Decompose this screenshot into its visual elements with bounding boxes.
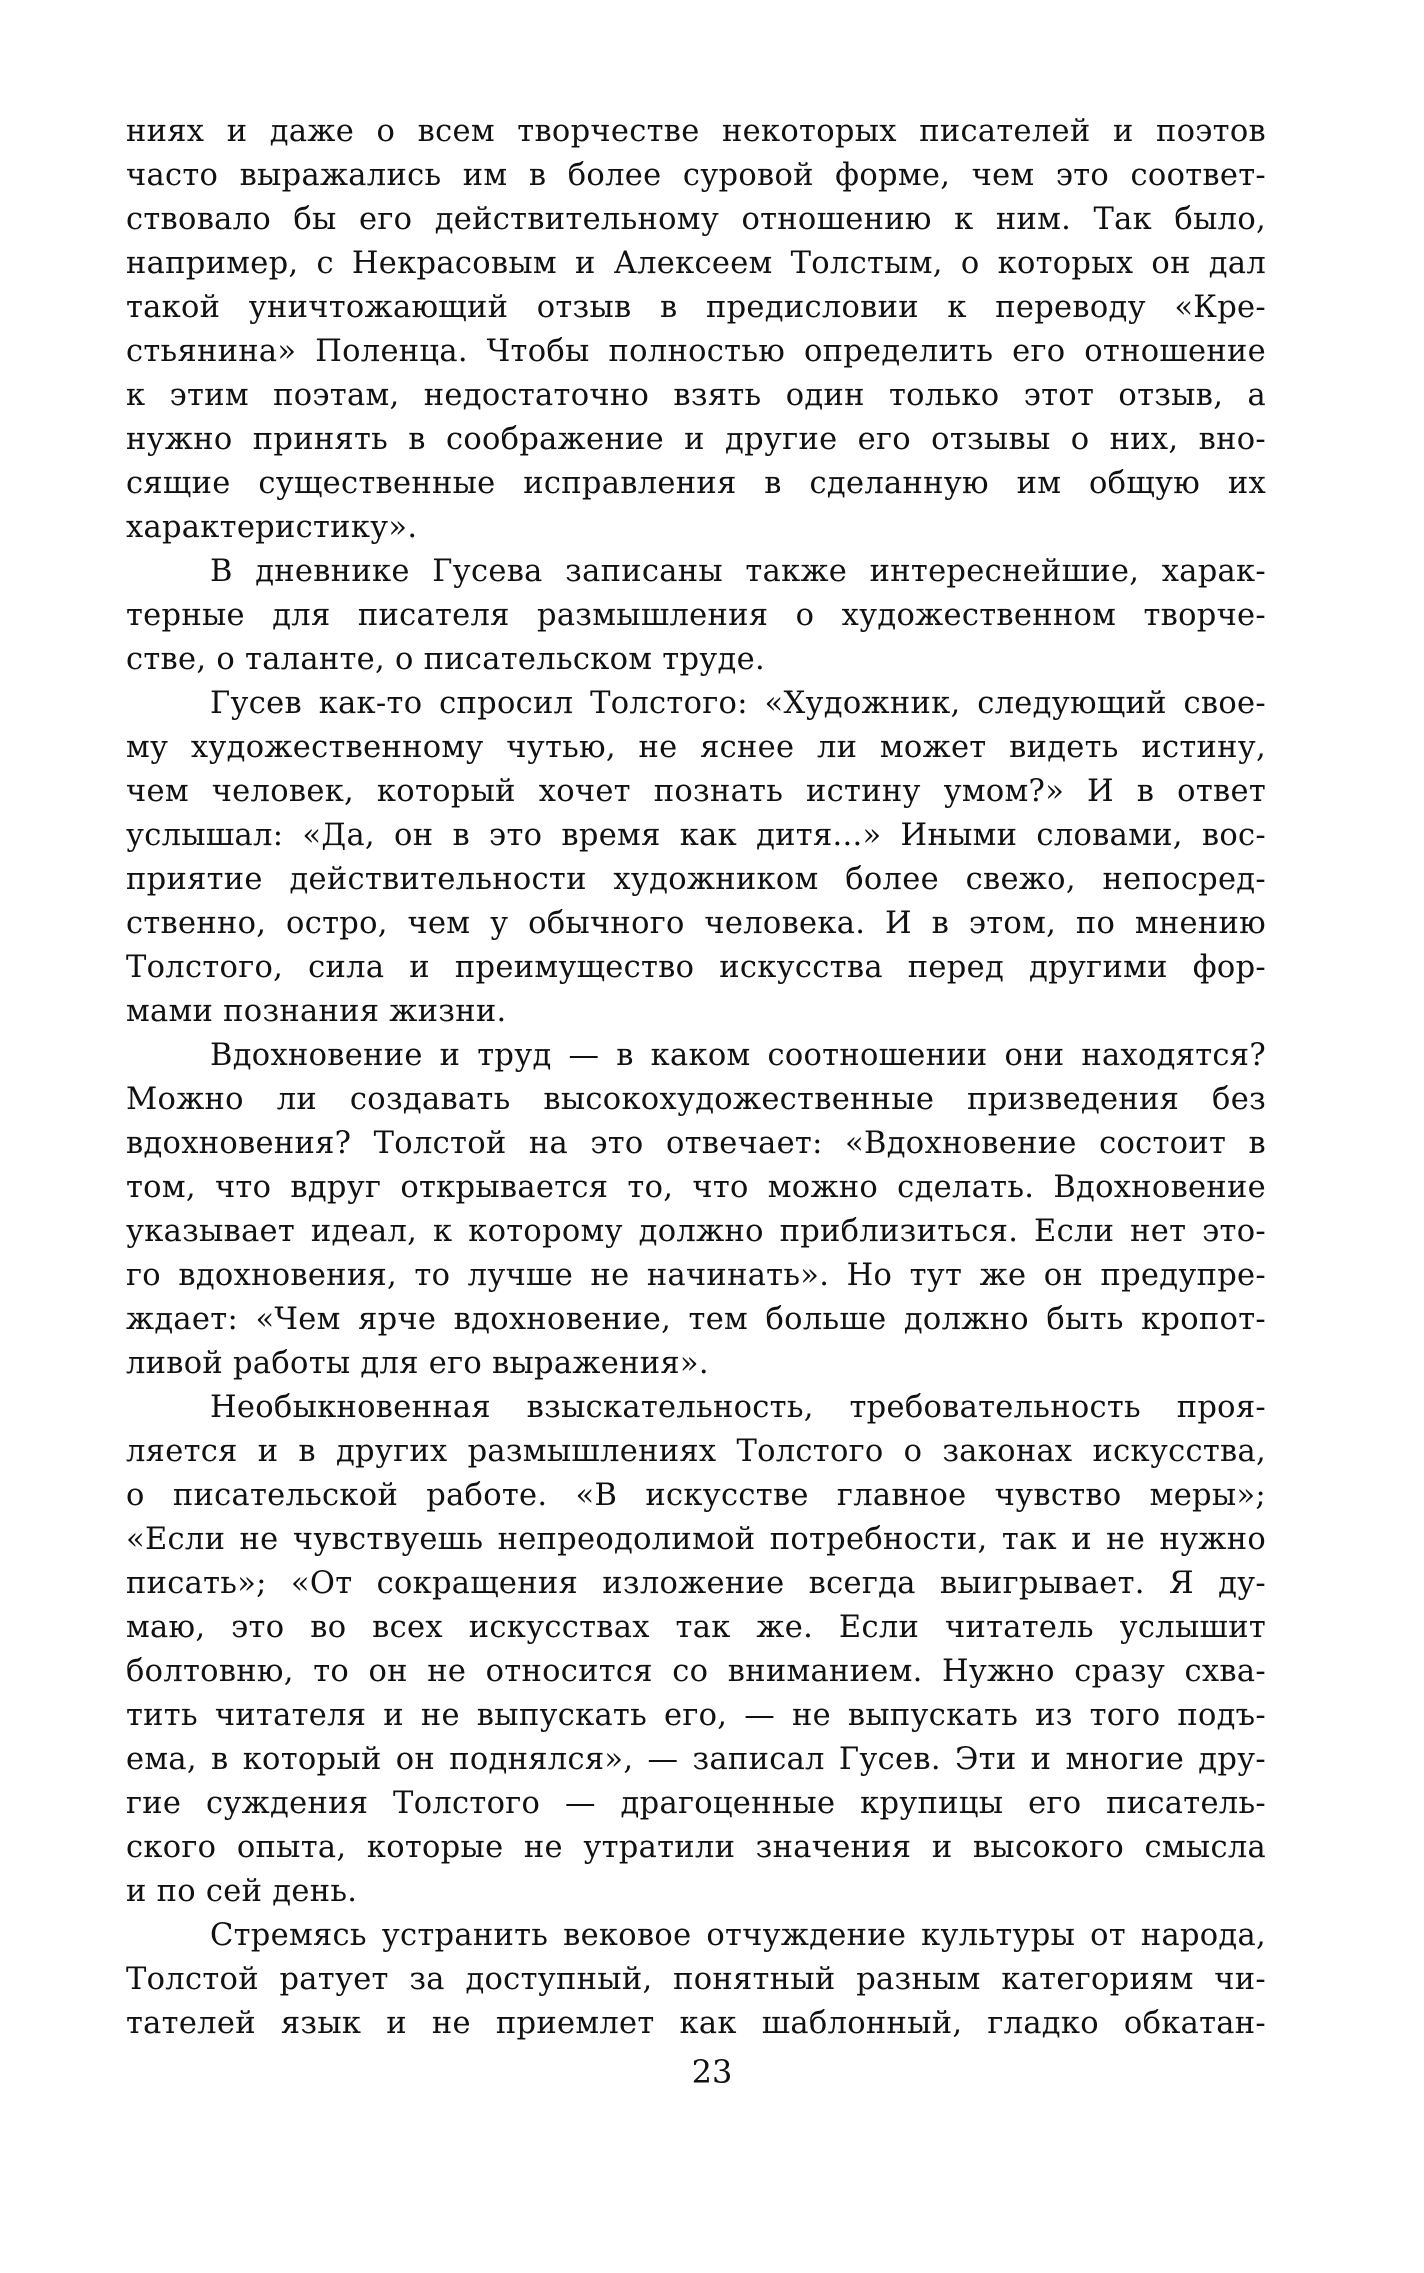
text-line: Вдохновение и труд — в каком соотношении они находятся? (210, 1038, 1266, 1073)
text-line: Можно ли создавать высокохудожественные призведения без (126, 1082, 1266, 1117)
text-line: му художественному чутью, не яснее ли может видеть истину, (126, 730, 1266, 765)
text-line: В дневнике Гусева записаны также интереснейшие, харак- (210, 554, 1266, 589)
paragraph-2 (126, 550, 1266, 682)
text-line: вдохновения? Толстой на это отвечает: «Вдохновение состоит в (126, 1126, 1266, 1161)
text-line: гие суждения Толстого — драгоценные крупицы его писатель- (126, 1786, 1266, 1821)
text-line: ствовало бы его действительному отношению к ним. Так было, (126, 202, 1266, 237)
text-line: такой уничтожающий отзыв в предисловии к переводу «Кре- (126, 290, 1266, 325)
text-line: указывает идеал, к которому должно приблизиться. Если нет это- (126, 1214, 1266, 1249)
text-line: тателей язык и не приемлет как шаблонный, гладко обкатан- (126, 2006, 1266, 2041)
text-line: Гусев как-то спросил Толстого: «Художник, следующий свое- (210, 686, 1266, 721)
text-line: го вдохновения, то лучше не начинать». Но тут же он предупре- (126, 1258, 1266, 1293)
text-line: «Если не чувствуешь непреодолимой потребности, так и не нужно (126, 1522, 1266, 1557)
text-line: стьянина» Поленца. Чтобы полностью определить его отношение (126, 334, 1266, 369)
text-line: стве, о таланте, о писательском труде. (126, 642, 765, 677)
text-line: ского опыта, которые не утратили значения и высокого смысла (126, 1830, 1266, 1865)
text-line: Толстого, сила и преимущество искусства перед другими фор- (126, 950, 1266, 985)
text-line: ливой работы для его выражения». (126, 1346, 709, 1381)
text-line: писать»; «От сокращения изложение всегда выигрывает. Я ду- (126, 1566, 1266, 1601)
text-line: болтовню, то он не относится со вниманием. Нужно сразу схва- (126, 1654, 1266, 1689)
text-line: характеристику». (126, 510, 418, 545)
paragraph-3 (126, 682, 1266, 1034)
text-line: том, что вдруг открывается то, что можно сделать. Вдохновение (126, 1170, 1266, 1205)
text-line: и по сей день. (126, 1874, 358, 1909)
text-line: ждает: «Чем ярче вдохновение, тем больше должно быть кропот- (126, 1302, 1266, 1337)
text-line: например, с Некрасовым и Алексеем Толстым, о которых он дал (126, 246, 1266, 281)
text-line: Необыкновенная взыскательность, требовательность проя- (210, 1390, 1266, 1425)
text-line: ниях и даже о всем творчестве некоторых писателей и поэтов (126, 114, 1266, 149)
text-line: Толстой ратует за доступный, понятный разным категориям чи- (126, 1962, 1266, 1997)
text-line: терные для писателя размышления о художественном творче- (126, 598, 1266, 633)
paragraph-6 (126, 1914, 1266, 2046)
paragraph-1 (126, 110, 1266, 550)
text-line: тить читателя и не выпускать его, — не выпускать из того подъ- (126, 1698, 1266, 1733)
paragraph-5 (126, 1386, 1266, 1914)
text-line: к этим поэтам, недостаточно взять один только этот отзыв, а (126, 378, 1266, 413)
text-line: ственно, остро, чем у обычного человека. И в этом, по мнению (126, 906, 1266, 941)
page-body (126, 110, 1266, 2046)
text-line: приятие действительности художником более свежо, непосред- (126, 862, 1266, 897)
text-line: маю, это во всех искусствах так же. Если читатель услышит (126, 1610, 1266, 1645)
text-line: ема, в который он поднялся», — записал Гусев. Эти и многие дру- (126, 1742, 1266, 1777)
paragraph-4 (126, 1034, 1266, 1386)
text-line: нужно принять в соображение и другие его отзывы о них, вно- (126, 422, 1266, 457)
text-line: Стремясь устранить вековое отчуждение культуры от народа, (210, 1918, 1266, 1953)
text-line: ляется и в других размышлениях Толстого о законах искусства, (126, 1434, 1266, 1469)
text-line: о писательской работе. «В искусстве главное чувство меры»; (126, 1478, 1266, 1513)
text-line: чем человек, который хочет познать истину умом?» И в ответ (126, 774, 1266, 809)
text-line: услышал: «Да, он в это время как дитя...» Иными словами, вос- (126, 818, 1266, 853)
text-line: сящие существенные исправления в сделанную им общую их (126, 466, 1266, 501)
text-line: мами познания жизни. (126, 994, 507, 1029)
page-number: 23 (691, 2053, 733, 2091)
text-line: часто выражались им в более суровой форме, чем это соответ- (126, 158, 1266, 193)
